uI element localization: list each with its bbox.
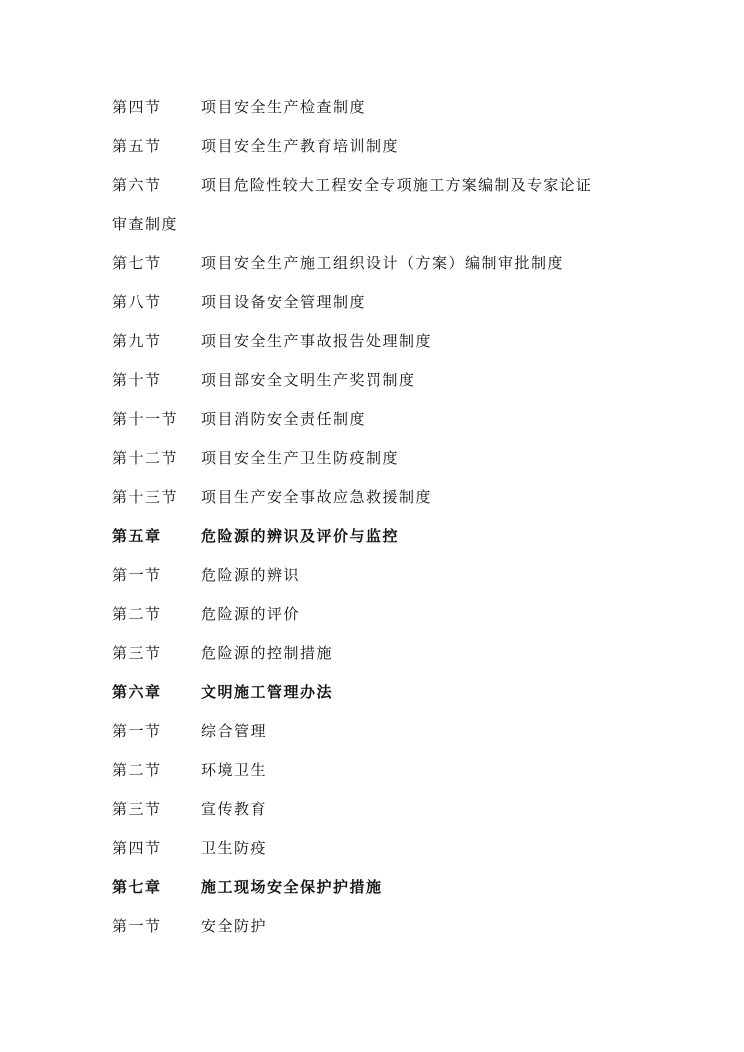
- toc-title: 宣传教育: [201, 800, 268, 818]
- toc-number: 第四节: [112, 839, 162, 857]
- toc-number: 第十一节: [112, 410, 179, 428]
- toc-number: 第一节: [112, 722, 162, 740]
- toc-entry: [112, 407, 652, 431]
- toc-entry: [112, 251, 652, 275]
- toc-title-continuation: 审查制度: [112, 215, 179, 233]
- toc-number: 第十三节: [112, 488, 179, 506]
- toc-title: 项目安全生产检查制度: [201, 98, 367, 116]
- toc-entry: [112, 836, 652, 860]
- toc-title: 安全防护: [201, 917, 268, 935]
- toc-number: 第五节: [112, 137, 162, 155]
- toc-number: 第六节: [112, 176, 162, 194]
- toc-entry: [112, 485, 652, 509]
- toc-number: 第三节: [112, 644, 162, 662]
- toc-chapter-entry: [112, 680, 652, 704]
- toc-number: 第一节: [112, 566, 162, 584]
- toc-number: 第一节: [112, 917, 162, 935]
- toc-number: 第十节: [112, 371, 162, 389]
- toc-entry: [112, 368, 652, 392]
- toc-entry: [112, 134, 652, 158]
- toc-chapter-title: 危险源的辨识及评价与监控: [201, 527, 400, 545]
- toc-title: 危险源的辨识: [201, 566, 301, 584]
- toc-number: 第四节: [112, 98, 162, 116]
- toc-entry: [112, 797, 652, 821]
- toc-title: 项目生产安全事故应急救援制度: [201, 488, 433, 506]
- toc-chapter-entry: [112, 524, 652, 548]
- toc-number: 第二节: [112, 605, 162, 623]
- toc-number: 第八节: [112, 293, 162, 311]
- toc-number: 第九节: [112, 332, 162, 350]
- toc-chapter-number: 第六章: [112, 683, 162, 701]
- toc-chapter-number: 第五章: [112, 527, 162, 545]
- toc-entry: [112, 173, 652, 197]
- toc-chapter-title: 施工现场安全保护护措施: [201, 878, 383, 896]
- toc-title: 项目安全生产事故报告处理制度: [201, 332, 433, 350]
- toc-title: 项目部安全文明生产奖罚制度: [201, 371, 416, 389]
- toc-number: 第二节: [112, 761, 162, 779]
- toc-title: 危险源的控制措施: [201, 644, 334, 662]
- toc-entry: [112, 758, 652, 782]
- toc-chapter-number: 第七章: [112, 878, 162, 896]
- toc-entry: [112, 914, 652, 938]
- toc-entry-continuation: [112, 212, 652, 236]
- toc-number: 第三节: [112, 800, 162, 818]
- toc-entry: [112, 719, 652, 743]
- toc-number: 第七节: [112, 254, 162, 272]
- toc-entry: [112, 602, 652, 626]
- toc-entry: [112, 329, 652, 353]
- toc-title: 综合管理: [201, 722, 268, 740]
- toc-entry: [112, 446, 652, 470]
- toc-title: 环境卫生: [201, 761, 268, 779]
- toc-title: 项目设备安全管理制度: [201, 293, 367, 311]
- toc-entry: [112, 641, 652, 665]
- toc-title: 项目安全生产卫生防疫制度: [201, 449, 400, 467]
- toc-chapter-title: 文明施工管理办法: [201, 683, 334, 701]
- toc-title: 项目安全生产施工组织设计（方案）编制审批制度: [201, 254, 565, 272]
- toc-title: 项目危险性较大工程安全专项施工方案编制及专家论证: [201, 176, 593, 194]
- toc-title: 项目安全生产教育培训制度: [201, 137, 400, 155]
- toc-title: 卫生防疫: [201, 839, 268, 857]
- toc-entry: [112, 95, 652, 119]
- toc-title: 危险源的评价: [201, 605, 301, 623]
- toc-number: 第十二节: [112, 449, 179, 467]
- toc-title: 项目消防安全责任制度: [201, 410, 367, 428]
- toc-entry: [112, 290, 652, 314]
- toc-entry: [112, 563, 652, 587]
- toc-chapter-entry: [112, 875, 652, 899]
